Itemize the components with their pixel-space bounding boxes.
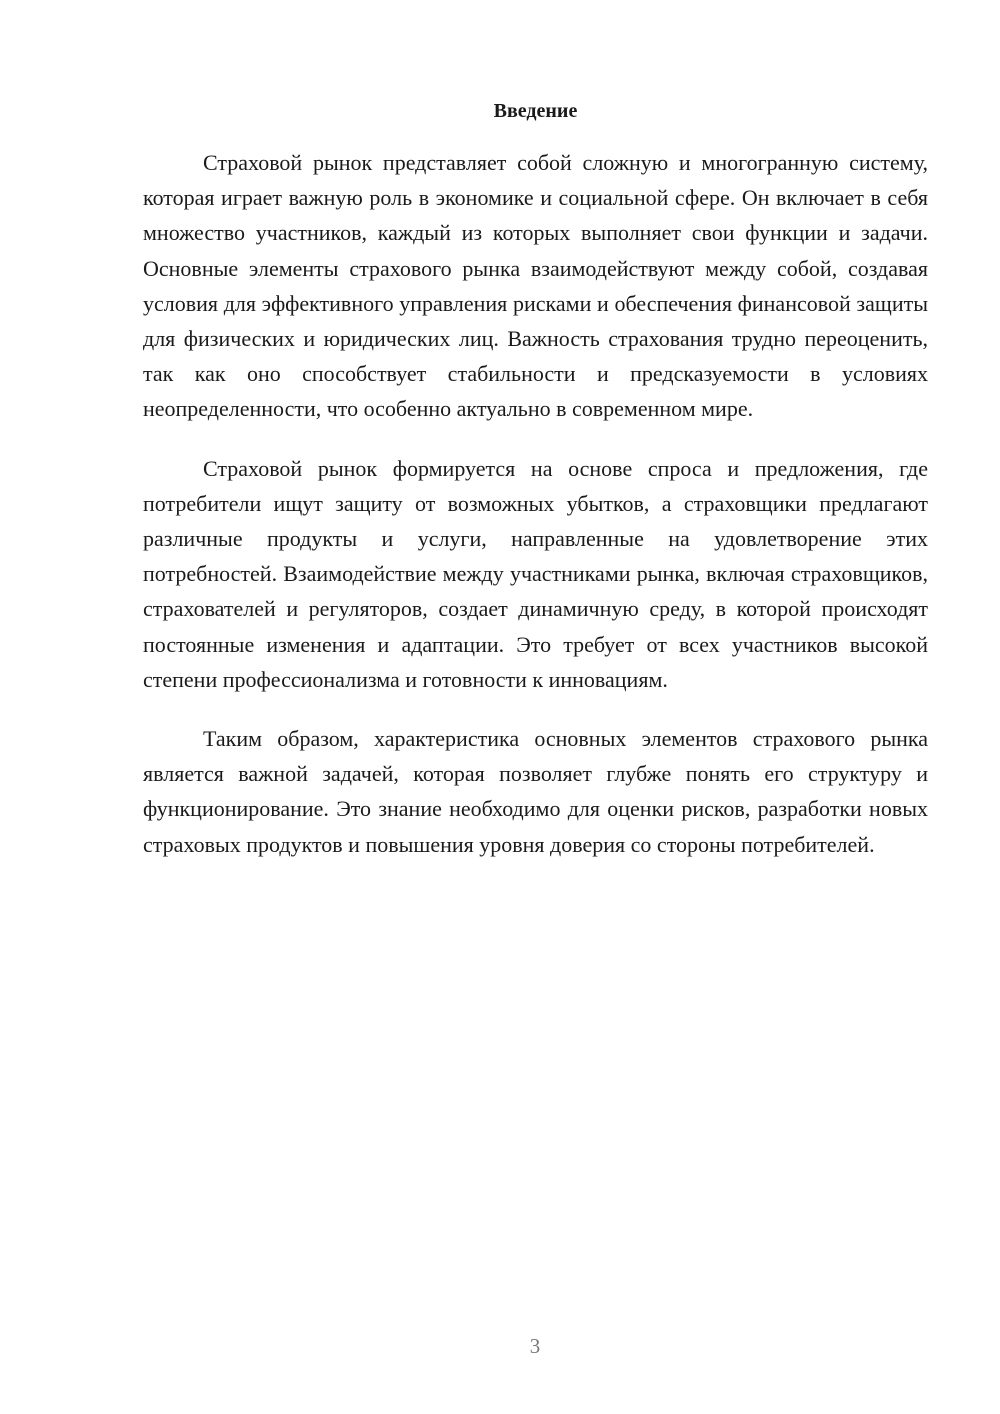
- section-heading: Введение: [493, 100, 578, 122]
- paragraph-3: Таким образом, характеристика основных элементов страхового рынка является важной задачей, которая позволяет глубже понять его структуру и функционирование. Это знание необходимо для оценки рисков, разработки новых страховых продуктов и повышения уровня доверия со стороны потребителей.: [143, 726, 928, 857]
- page-number: 3: [529, 1334, 541, 1358]
- paragraph-2: Страховой рынок формируется на основе спроса и предложения, где потребители ищут защиту от возможных убытков, а страховщики предлагают различные продукты и услуги, направленные на удовлетворение этих потребностей. Взаимодействие между участниками рынка, включая страховщиков, страхователей и регуляторов, создает динамичную среду, в которой происходят постоянные изменения и адаптации. Это требует от всех участников высокой степени профессионализма и готовности к инновациям.: [143, 455, 928, 692]
- paragraph-1: Страховой рынок представляет собой сложную и многогранную систему, которая играет важную роль в экономике и социальной сфере. Он включает в себя множество участников, каждый из которых выполняет свои функции и задачи. Основные элементы страхового рынка взаимодействуют между собой, создавая условия для эффективного управления рисками и обеспечения финансовой защиты для физических и юридических лиц. Важность страхования трудно переоценить, так как оно способствует стабильности и предсказуемости в условиях неопределенности, что особенно актуально в современном мире.: [143, 150, 928, 422]
- page-content: [143, 97, 928, 886]
